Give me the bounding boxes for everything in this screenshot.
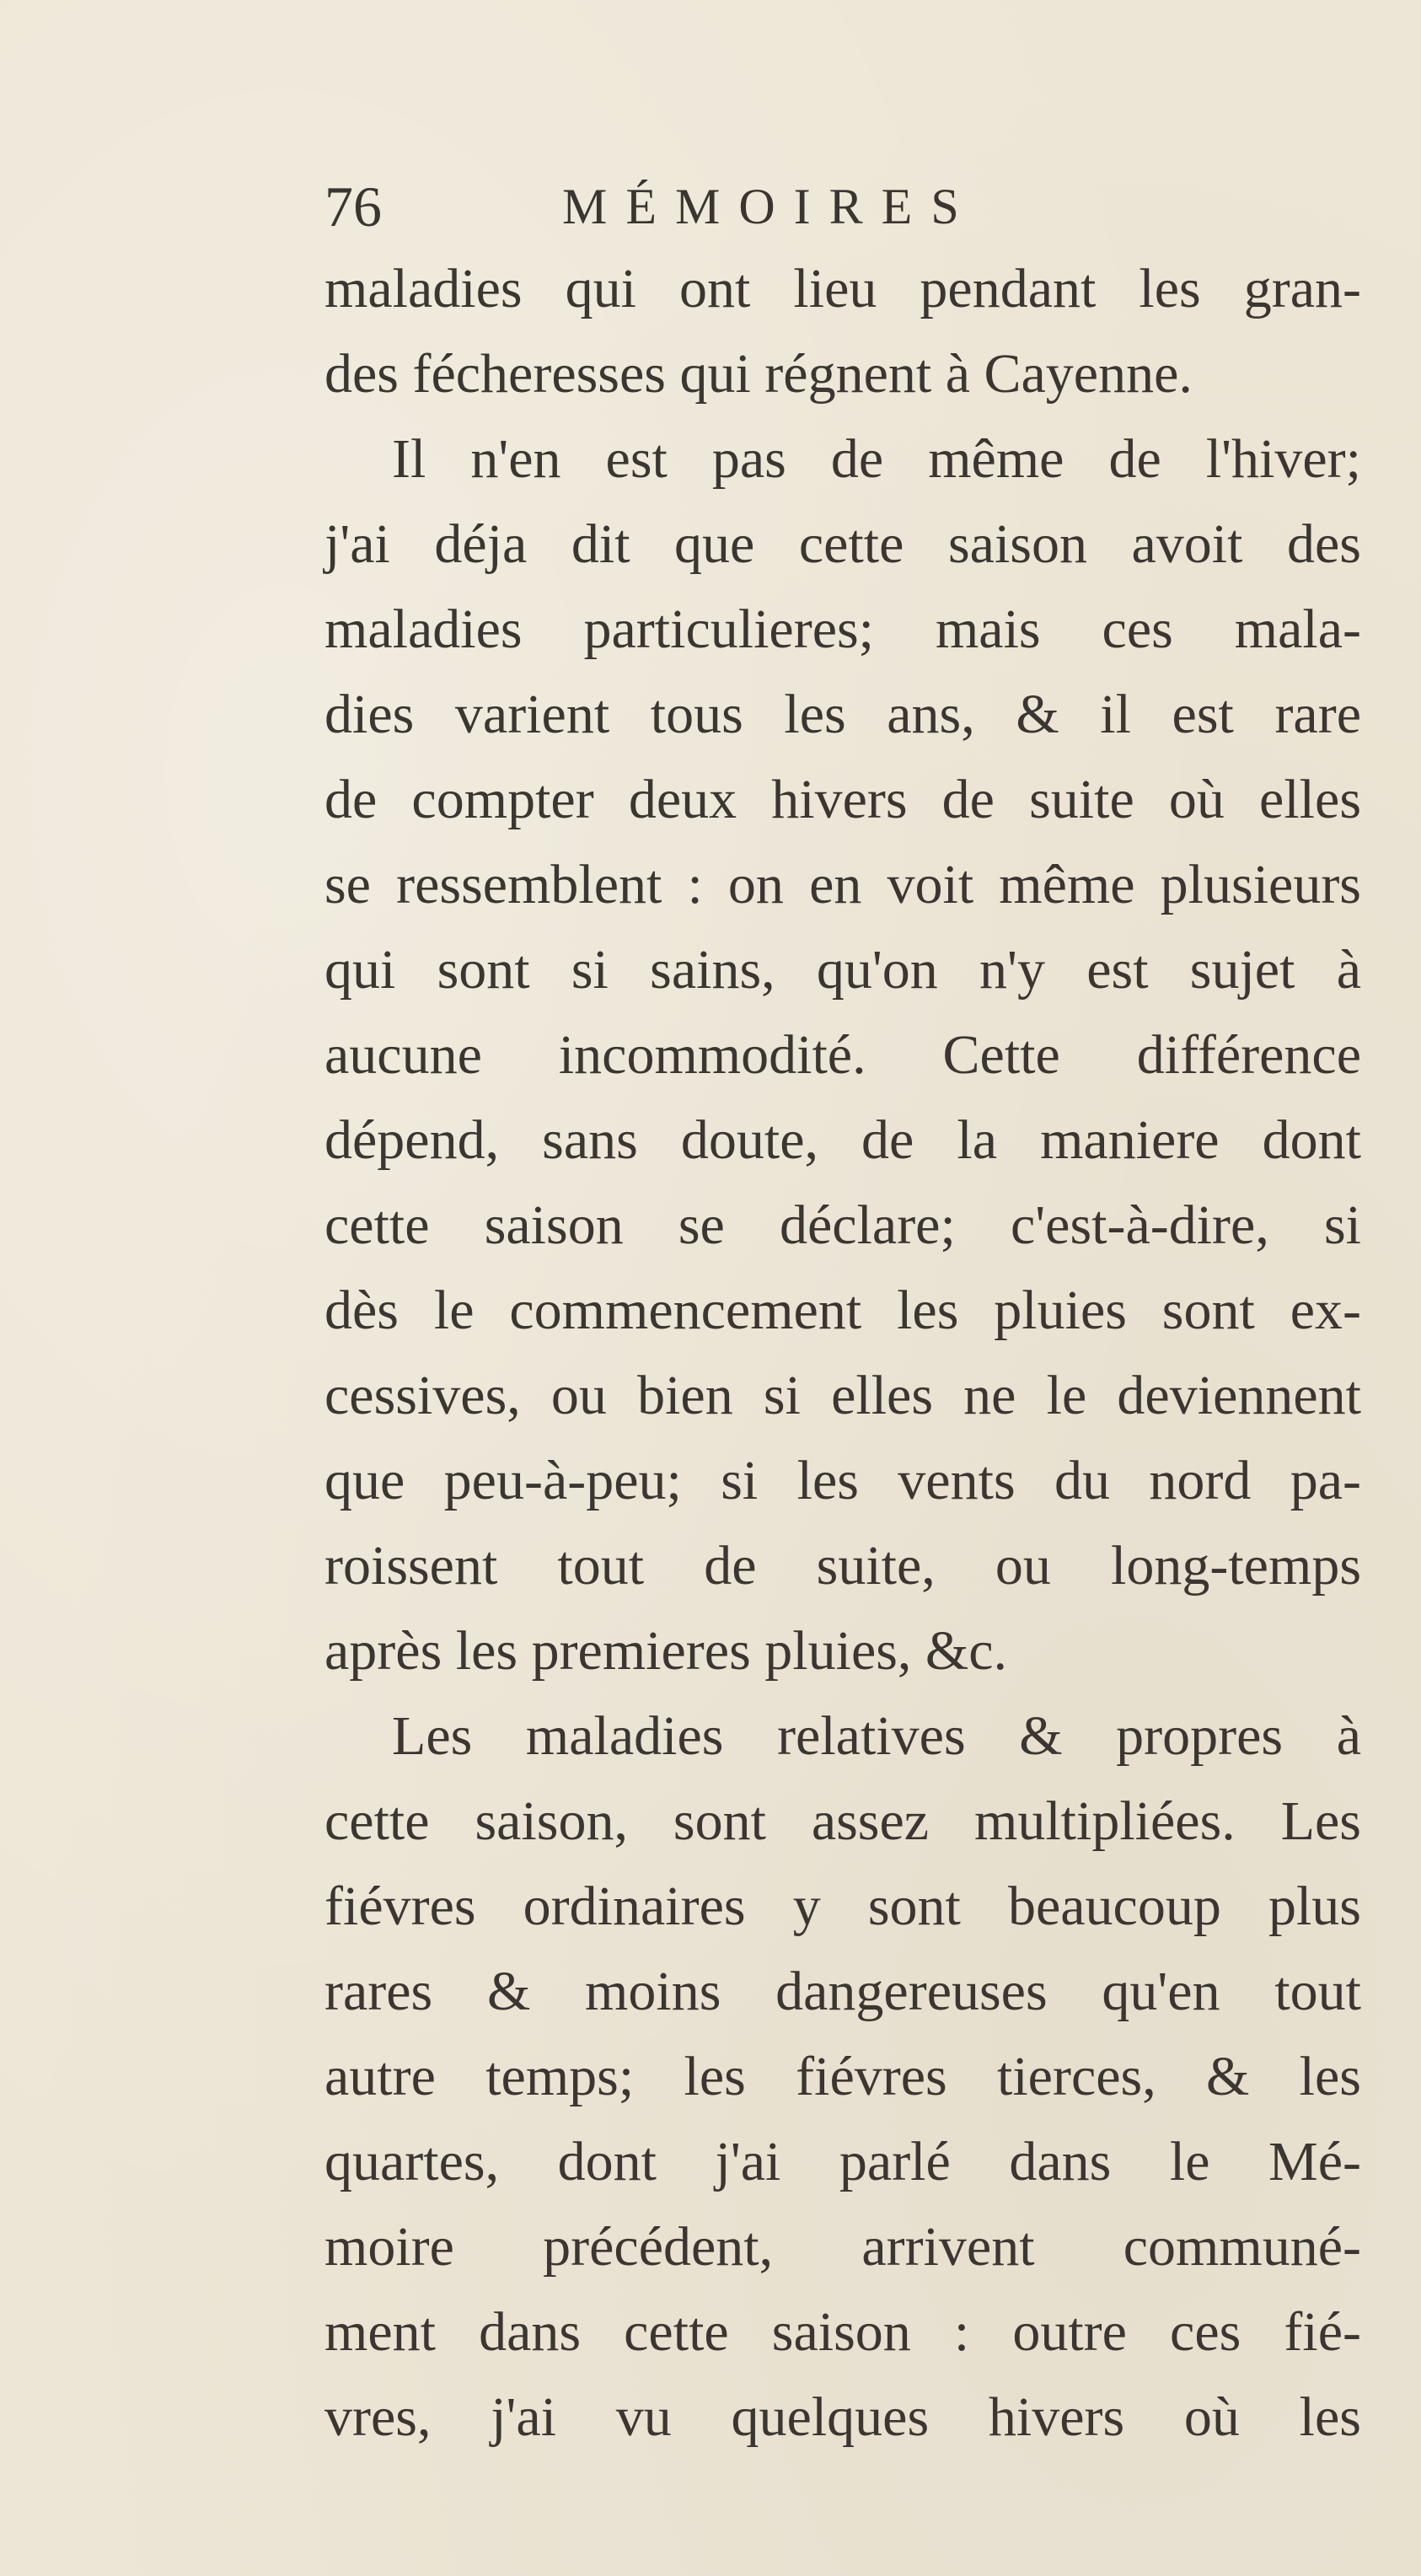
text-line: Il n'en est pas de même de l'hiver;: [392, 428, 1361, 490]
text-line: de compter deux hivers de suite où elles: [324, 769, 1361, 830]
text-line: aucune incommodité. Cette différence: [324, 1024, 1361, 1086]
text-line: j'ai déja dit que cette saison avoit des: [324, 513, 1361, 575]
page-number: 76: [324, 174, 382, 239]
text-line: maladies qui ont lieu pendant les gran-: [324, 258, 1361, 319]
text-line: des fécheresses qui régnent à Cayenne.: [324, 343, 1193, 405]
text-line: autre temps; les fiévres tierces, & les: [324, 2046, 1361, 2107]
text-line: après les premieres pluies, &c.: [324, 1620, 1008, 1682]
text-line: rares & moins dangereuses qu'en tout: [324, 1961, 1361, 2022]
body-text: [324, 246, 1361, 2460]
text-line: cessives, ou bien si elles ne le deviennent: [324, 1365, 1361, 1426]
page-header: [324, 169, 1117, 244]
text-line: fiévres ordinaires y sont beaucoup plus: [324, 1876, 1361, 1937]
text-line: cette saison se déclare; c'est-à-dire, si: [324, 1194, 1361, 1256]
text-line: quartes, dont j'ai parlé dans le Mé-: [324, 2131, 1361, 2192]
text-line: cette saison, sont assez multipliées. Les: [324, 1790, 1361, 1852]
text-line: moire précédent, arrivent communé-: [324, 2216, 1361, 2278]
text-line: qui sont si sains, qu'on n'y est sujet à: [324, 939, 1361, 1001]
text-line: roissent tout de suite, ou long-temps: [324, 1535, 1361, 1597]
text-line: dès le commencement les pluies sont ex-: [324, 1280, 1361, 1341]
text-line: ment dans cette saison : outre ces fié-: [324, 2301, 1361, 2363]
text-line: se ressemblent : on en voit même plusieurs: [324, 854, 1361, 915]
text-line: dies varient tous les ans, & il est rare: [324, 684, 1361, 745]
text-line: dépend, sans doute, de la maniere dont: [324, 1109, 1361, 1171]
text-line: que peu-à-peu; si les vents du nord pa-: [324, 1450, 1361, 1511]
running-title: MÉMOIRES: [562, 179, 978, 234]
text-line: Les maladies relatives & propres à: [392, 1705, 1361, 1767]
text-line: maladies particulieres; mais ces mala-: [324, 598, 1361, 660]
text-line: vres, j'ai vu quelques hivers où les: [324, 2386, 1361, 2448]
